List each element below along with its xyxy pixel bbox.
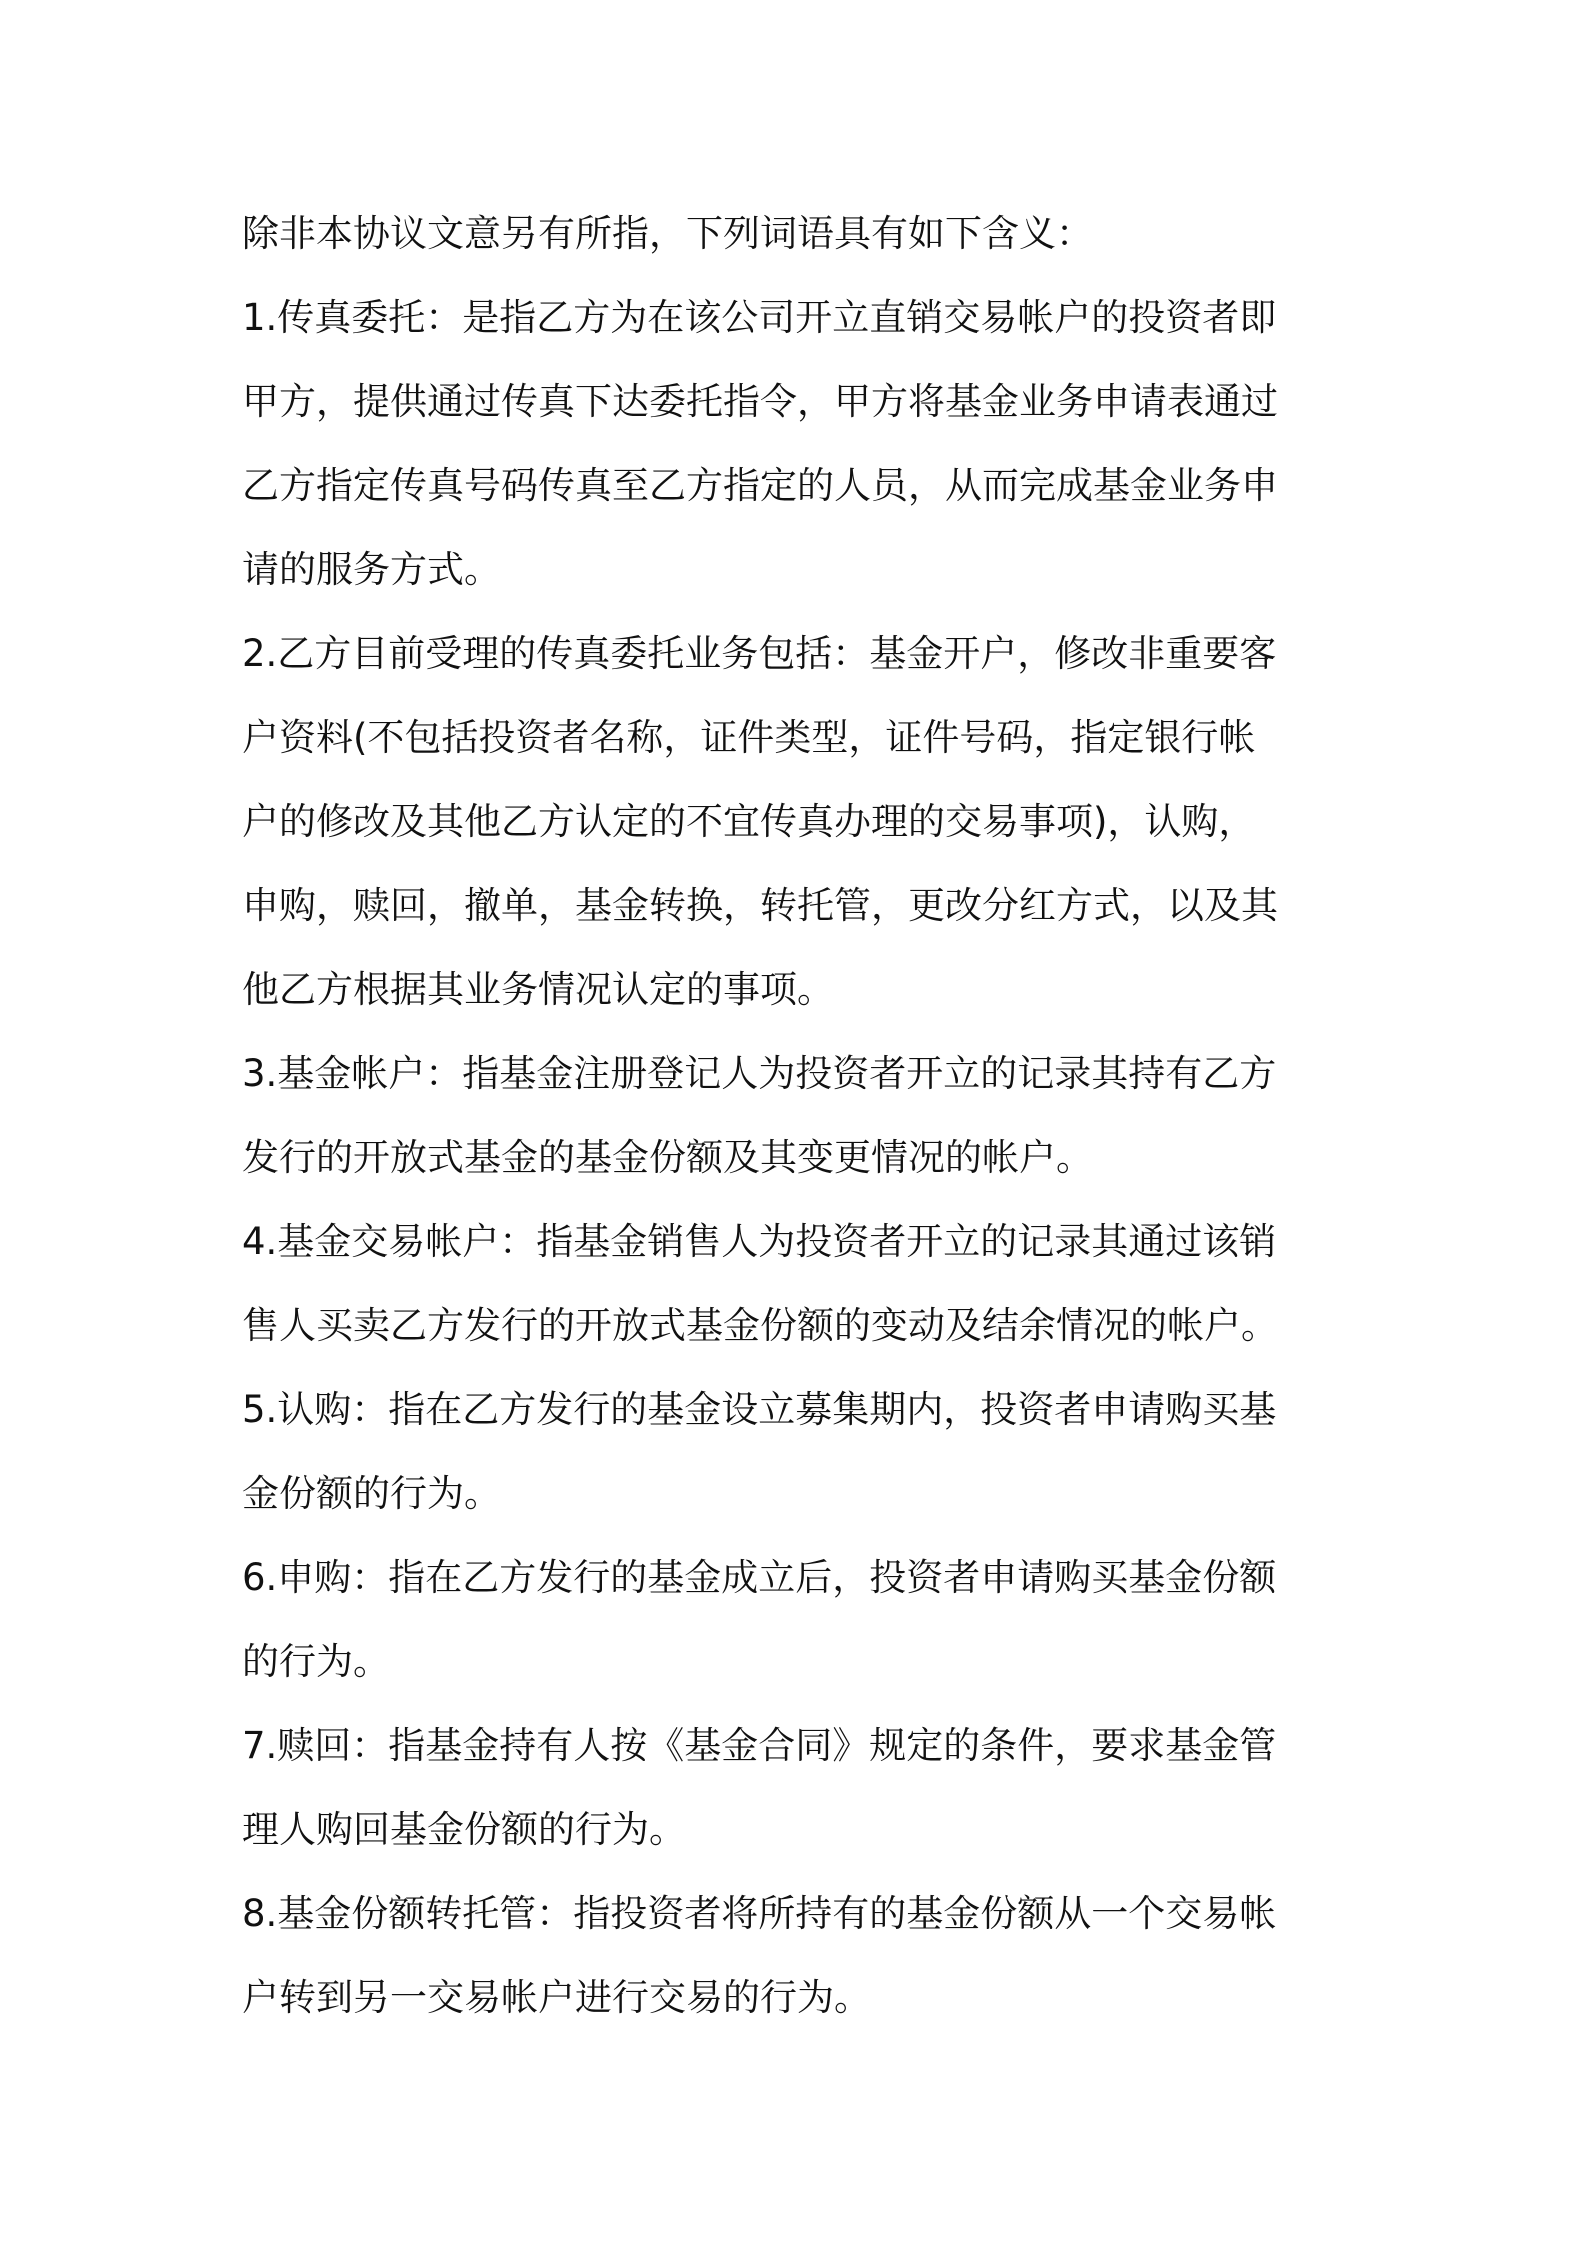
clause-7-line-1: 7.赎回：指基金持有人按《基金合同》规定的条件，要求基金管 bbox=[242, 1724, 1277, 1767]
document-body bbox=[242, 192, 1362, 2040]
clause-1-line-4: 请的服务方式。 bbox=[242, 548, 501, 591]
clause-2-line-4: 申购，赎回，撤单，基金转换，转托管，更改分红方式，以及其 bbox=[242, 884, 1278, 927]
clause-6-line-1: 6.申购：指在乙方发行的基金成立后，投资者申请购买基金份额 bbox=[242, 1556, 1277, 1599]
clause-8-line-1: 8.基金份额转托管：指投资者将所持有的基金份额从一个交易帐 bbox=[242, 1892, 1277, 1935]
clause-2-line-1: 2.乙方目前受理的传真委托业务包括：基金开户，修改非重要客 bbox=[242, 632, 1277, 675]
clause-4-line-2: 售人买卖乙方发行的开放式基金份额的变动及结余情况的帐户。 bbox=[242, 1304, 1278, 1347]
clause-5-line-1: 5.认购：指在乙方发行的基金设立募集期内，投资者申请购买基 bbox=[242, 1388, 1277, 1431]
clause-5-line-2: 金份额的行为。 bbox=[242, 1472, 501, 1515]
clause-2-line-2: 户资料(不包括投资者名称，证件类型，证件号码，指定银行帐 bbox=[242, 716, 1256, 759]
clause-1-line-3: 乙方指定传真号码传真至乙方指定的人员，从而完成基金业务申 bbox=[242, 464, 1278, 507]
clause-2-line-5: 他乙方根据其业务情况认定的事项。 bbox=[242, 968, 834, 1011]
clause-4-line-1: 4.基金交易帐户：指基金销售人为投资者开立的记录其通过该销 bbox=[242, 1220, 1277, 1263]
clause-1-line-2: 甲方，提供通过传真下达委托指令，甲方将基金业务申请表通过 bbox=[242, 380, 1278, 423]
clause-8-line-2: 户转到另一交易帐户进行交易的行为。 bbox=[242, 1976, 871, 2019]
clause-2-line-3: 户的修改及其他乙方认定的不宜传真办理的交易事项)，认购， bbox=[242, 800, 1256, 843]
clause-6-line-2: 的行为。 bbox=[242, 1640, 390, 1683]
intro-line: 除非本协议文意另有所指，下列词语具有如下含义： bbox=[242, 212, 1093, 255]
clause-3-line-2: 发行的开放式基金的基金份额及其变更情况的帐户。 bbox=[242, 1136, 1093, 1179]
clause-3-line-1: 3.基金帐户：指基金注册登记人为投资者开立的记录其持有乙方 bbox=[242, 1052, 1277, 1095]
clause-7-line-2: 理人购回基金份额的行为。 bbox=[242, 1808, 686, 1851]
clause-1-line-1: 1.传真委托：是指乙方为在该公司开立直销交易帐户的投资者即 bbox=[242, 296, 1277, 339]
